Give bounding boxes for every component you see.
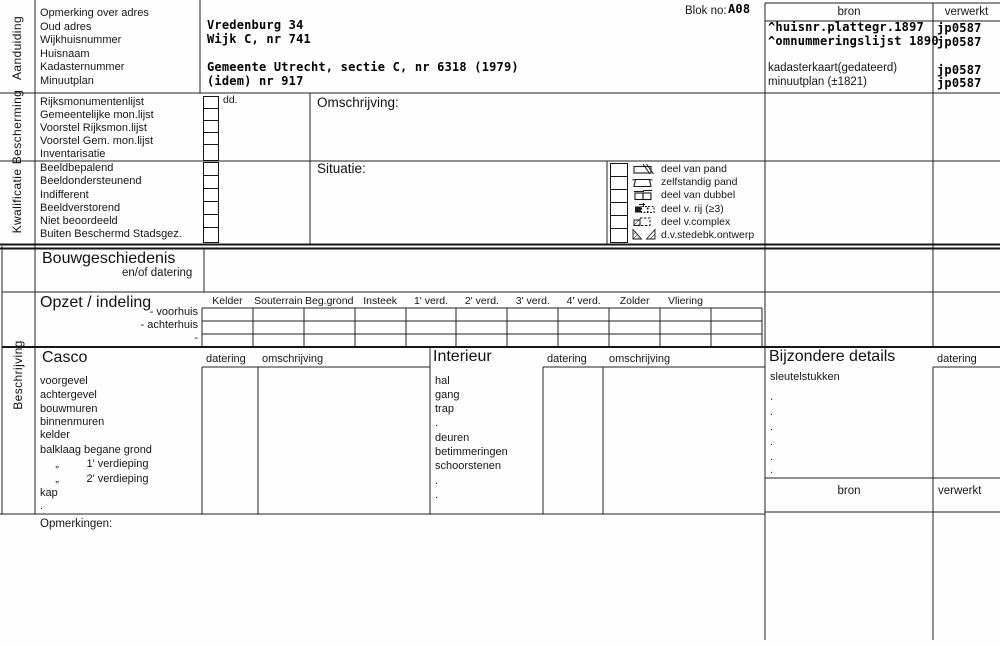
value-minuutplan: (idem) nr 917 — [207, 74, 304, 88]
interieur-datering-field[interactable] — [543, 367, 603, 514]
kwalificatie-item-label: Beeldondersteunend — [40, 175, 142, 187]
interieur-row-label: . — [435, 417, 439, 429]
checkbox-deel-v-complex[interactable] — [610, 215, 628, 229]
casco-row-label: „ 2' verdieping — [40, 473, 149, 485]
bouwgeschiedenis-title: Bouwgeschiedenis — [42, 250, 176, 267]
zelfstandig-pand-icon — [631, 176, 657, 189]
bescherming-item-label: Voorstel Gem. mon.lijst — [40, 135, 154, 147]
kwalificatie-item-label: Niet beoordeeld — [40, 215, 118, 227]
verwerkt-column-header-bottom: verwerkt — [938, 485, 982, 497]
casco-omschrijving-header: omschrijving — [262, 353, 324, 365]
verwerkt-value: jp0587 — [937, 63, 982, 77]
verwerkt-value: jp0587 — [937, 21, 982, 35]
checkbox-niet-beoordeeld[interactable] — [203, 214, 219, 228]
checkbox-indifferent[interactable] — [203, 188, 219, 202]
verwerkt-value: jp0587 — [937, 35, 982, 49]
deel-v-complex-icon — [631, 215, 657, 228]
checkbox-beeldondersteunend[interactable] — [203, 175, 219, 189]
situatie-option-label: zelfstandig pand — [661, 176, 738, 188]
interieur-row-label: schoorstenen — [435, 460, 502, 472]
situatie-option-label: d.v.stedebk.ontwerp — [661, 229, 755, 241]
blok-no-label: Blok no: — [685, 5, 727, 17]
checkbox-zelfstandig-pand[interactable] — [610, 176, 628, 190]
casco-row-label: voorgevel — [40, 375, 88, 387]
casco-row-label: achtergevel — [40, 389, 97, 401]
situatie-field[interactable] — [311, 178, 606, 243]
interieur-row-label: . — [435, 475, 439, 487]
casco-row-label: . — [40, 500, 44, 512]
field-label-opmerking-over-adres: Opmerking over adres — [40, 7, 149, 19]
casco-title: Casco — [42, 349, 88, 366]
bron-entry: kadasterkaart(gedateerd) — [768, 62, 898, 74]
field-label-oud-adres: Oud adres — [40, 21, 92, 33]
value-wijkhuisnummer: Wijk C, nr 741 — [207, 32, 311, 46]
bouwgeschiedenis-field[interactable] — [205, 250, 763, 291]
opzet-column-label: Souterrain — [254, 295, 303, 307]
value-kadasternummer: Gemeente Utrecht, sectie C, nr 6318 (1979) — [207, 60, 519, 74]
casco-row-label: kap — [40, 487, 58, 499]
interieur-omschrijving-field[interactable] — [603, 367, 765, 514]
checkbox-buiten-beschermd-stadsgez[interactable] — [203, 227, 219, 243]
situatie-option-label: deel van pand — [661, 163, 727, 175]
opmerkingen-label: Opmerkingen: — [40, 518, 113, 530]
interieur-row-label: trap — [435, 403, 454, 415]
opzet-column-label: 3' verd. — [515, 295, 550, 307]
bijzondere-datering-header: datering — [937, 353, 977, 365]
kwalificatie-item-label: Beeldbepalend — [40, 162, 114, 174]
casco-datering-field[interactable] — [202, 367, 258, 514]
opzet-column-label: 2' verd. — [464, 295, 499, 307]
opzet-title: Opzet / indeling — [40, 294, 152, 311]
section-label-aanduiding: Aanduiding — [10, 15, 24, 81]
deel-van-dubbel-icon — [631, 189, 657, 202]
checkbox-dv-stedebk-ontwerp[interactable] — [610, 228, 628, 243]
interieur-row-label: betimmeringen — [435, 446, 508, 458]
opzet-column-label: Insteek — [363, 295, 398, 307]
opmerkingen-field[interactable] — [35, 532, 760, 642]
opzet-column-label: 1' verd. — [413, 295, 449, 307]
checkbox-deel-van-pand[interactable] — [610, 163, 628, 177]
field-label-minuutplan: Minuutplan — [40, 75, 94, 87]
bijzondere-details-title: Bijzondere details — [769, 348, 896, 365]
verwerkt-field-bottom[interactable] — [933, 512, 1000, 640]
field-label-huisnaam: Huisnaam — [40, 48, 90, 60]
casco-omschrijving-field[interactable] — [258, 367, 430, 514]
checkbox-deel-van-dubbel[interactable] — [610, 189, 628, 203]
opzet-column-label: Zolder — [619, 295, 650, 307]
verwerkt-value: jp0587 — [937, 76, 982, 90]
opzet-column-label: Kelder — [212, 295, 243, 307]
kwalificatie-item-label: Indifferent — [40, 189, 89, 201]
interieur-row-label: hal — [435, 375, 450, 387]
casco-row-label: bouwmuren — [40, 403, 98, 415]
opzet-grid-field[interactable] — [202, 308, 762, 347]
opzet-column-headers — [202, 295, 762, 307]
opzet-column-label: Beg.grond — [304, 295, 354, 307]
bijzondere-row-label: . — [770, 436, 774, 448]
bouwgeschiedenis-subtitle: en/of datering — [122, 267, 193, 279]
checkbox-deel-v-rij[interactable] — [610, 202, 628, 216]
bescherming-item-label: Gemeentelijke mon.lijst — [40, 109, 154, 121]
bijzondere-row-label: . — [770, 464, 774, 476]
bron-entry: ^huisnr.plattegr.1897 — [768, 20, 924, 34]
deel-van-pand-icon — [631, 163, 657, 176]
casco-row-label: balklaag begane grond — [40, 444, 152, 456]
opzet-column-label: Vliering — [667, 295, 703, 307]
casco-row-label: binnenmuren — [40, 416, 105, 428]
situatie-label: Situatie: — [317, 161, 366, 176]
casco-datering-header: datering — [206, 353, 246, 365]
bescherming-item-label: Rijksmonumentenlijst — [40, 96, 144, 108]
opzet-row-label-voorhuis: - voorhuis — [149, 306, 198, 318]
casco-row-label: kelder — [40, 429, 70, 441]
bijzondere-row-label: . — [770, 421, 774, 433]
interieur-row-label: . — [435, 489, 439, 501]
value-oud-adres: Vredenburg 34 — [207, 18, 304, 32]
situatie-option-label: deel v.complex — [661, 216, 731, 228]
interieur-row-label: gang — [435, 389, 460, 401]
interieur-omschrijving-header: omschrijving — [609, 353, 671, 365]
opzet-column-label: 4' verd. — [566, 295, 601, 307]
bron-field-bottom[interactable] — [765, 512, 933, 640]
dd-label: dd. — [223, 94, 238, 106]
deel-v-rij-icon — [631, 202, 657, 215]
bijzondere-row-label: sleutelstukken — [770, 371, 840, 383]
bescherming-item-label: Voorstel Rijksmon.lijst — [40, 122, 147, 134]
bescherming-item-label: Inventarisatie — [40, 148, 106, 160]
situatie-option-label: deel van dubbel — [661, 189, 736, 201]
bron-column-header-bottom: bron — [837, 485, 861, 497]
opzet-row-label-achterhuis: - achterhuis — [140, 319, 198, 331]
section-label-beschrijving: Beschrijving — [11, 340, 25, 410]
interieur-datering-header: datering — [547, 353, 587, 365]
bijzondere-row-label: . — [770, 451, 774, 463]
bijzondere-row-label: . — [770, 406, 774, 418]
bron-column-header: bron — [837, 6, 861, 18]
checkbox-beeldbepalend[interactable] — [203, 162, 219, 176]
checkbox-beeldverstorend[interactable] — [203, 201, 219, 215]
kwalificatie-item-label: Buiten Beschermd Stadsgez. — [40, 228, 182, 240]
situatie-option-label: deel v. rij (≥3) — [661, 203, 724, 215]
section-label-kwalificatie: Kwalificatie — [10, 168, 24, 234]
omschrijving-label: Omschrijving: — [317, 95, 399, 110]
casco-row-label: „ 1' verdieping — [40, 458, 149, 470]
dv-stedebk-ontwerp-icon — [631, 228, 657, 241]
kwalificatie-item-label: Beeldverstorend — [40, 202, 121, 214]
field-label-wijkhuisnummer: Wijkhuisnummer — [40, 34, 122, 46]
bijzondere-datering-field[interactable] — [933, 367, 1000, 478]
bijzondere-row-label: . — [770, 391, 774, 403]
verwerkt-column-header: verwerkt — [944, 6, 989, 18]
interieur-row-label: deuren — [435, 432, 470, 444]
bron-entry: ^omnummeringslijst 1890 — [768, 34, 939, 48]
blok-no-value: A08 — [728, 2, 751, 16]
interieur-title: Interieur — [433, 348, 492, 365]
checkbox-inventarisatie[interactable] — [203, 144, 219, 161]
bron-entry: minuutplan (±1821) — [768, 76, 868, 88]
field-label-kadasternummer: Kadasternummer — [40, 61, 125, 73]
opzet-row-label-blank: - — [194, 332, 198, 344]
section-label-bescherming: Bescherming — [10, 89, 24, 165]
